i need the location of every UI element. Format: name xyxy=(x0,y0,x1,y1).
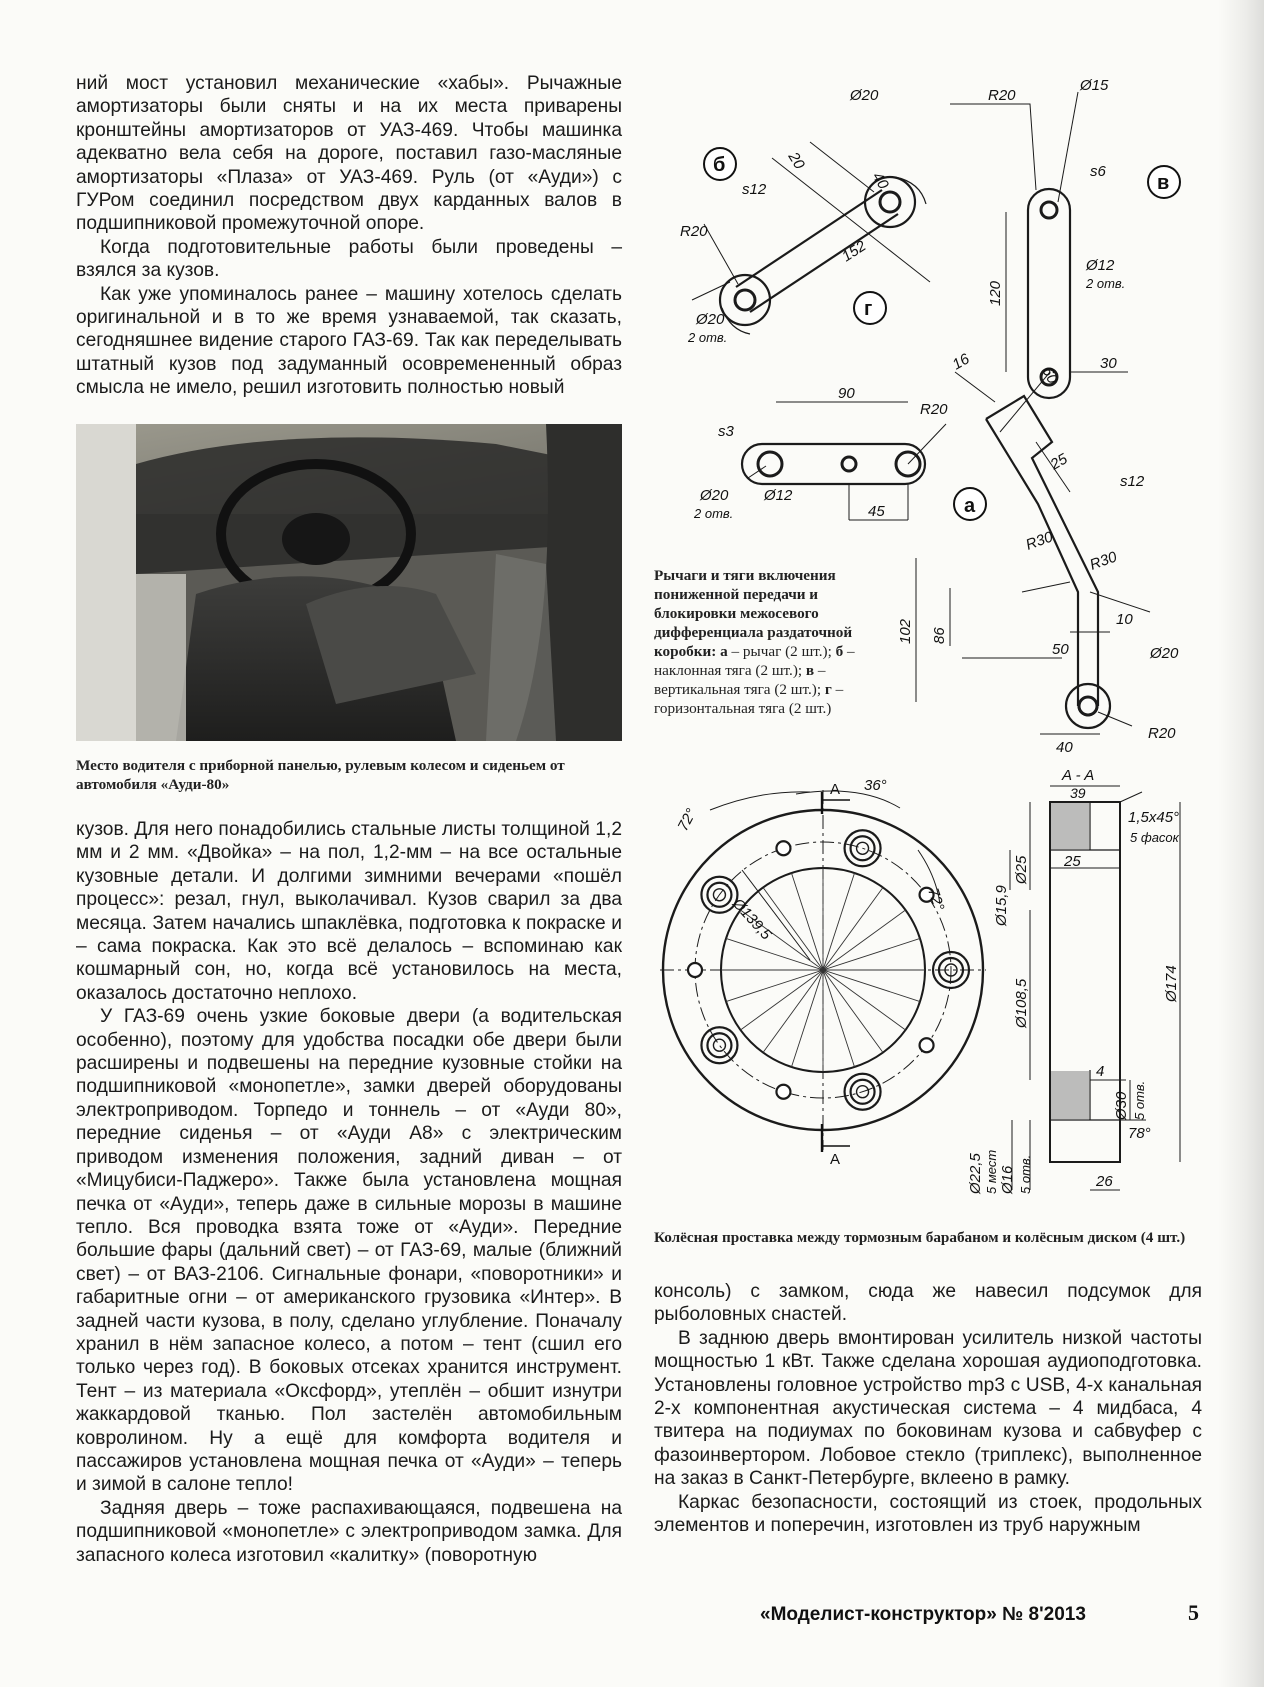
angle-72b: 72° xyxy=(924,885,948,913)
caption-part-key: в xyxy=(805,662,815,679)
dim-b-s12: s12 xyxy=(742,181,767,198)
sec-dim-chamfer: 1,5x45° xyxy=(1128,809,1180,826)
dim-a-50: 50 xyxy=(1052,641,1069,658)
sec-dim-5otv-a: 5 отв. xyxy=(1132,1080,1147,1120)
section-title: A - A xyxy=(1062,767,1095,784)
dim-a-102: 102 xyxy=(897,618,914,644)
dim-a-86: 86 xyxy=(931,627,948,644)
dim-v-d12: Ø12 xyxy=(1086,257,1115,274)
dim-g-45: 45 xyxy=(868,503,885,520)
sec-dim-5mest: 5 мест xyxy=(984,1149,999,1194)
dim-b-152: 152 xyxy=(838,237,870,266)
text-column-2-bottom xyxy=(654,1280,1202,1537)
dim-a-r30-2: R30 xyxy=(1087,548,1120,574)
spacer-caption: Колёсная проставка между тормозным барабаном и колёсным диском (4 шт.) xyxy=(654,1229,1186,1246)
caption-part-key: а xyxy=(720,643,728,660)
sec-dim-39: 39 xyxy=(1070,785,1086,801)
dim-g-d20: Ø20 xyxy=(700,487,729,504)
paragraph: У ГАЗ-69 очень узкие боковые двери (а водительская особенно), поэтому для удобства посадки обе двери были расширены и подвешены на передние кузовные стойки на подшипниковой «монопетле», замки дверей оборудованы электроприводом. Торпедо и тоннель – от «Ауди 80», передние сиденья – от «Ауди А8» с электрическим приводом изменения положения, задний диван – от «Мицубиси-Паджеро». Также была установлена мощная печка от «Ауди», теперь даже в сильные морозы в машине тепло. Вся проводка взята тоже от «Ауди». Передние большие фары (дальний свет) – от ГАЗ-69, малые (ближний свет) – от ВАЗ-2106. Сигнальные фонари, «поворотники» и габаритные огни – от американского грузовика «Интер». В задней части кузова, в полу, сделано углубление. Поначалу хранил в нём запасное колесо, а потом – тент (сшил его только через год). В боковых отсеках хранится инструмент. Тент – из материала «Оксфорд», утеплён – обшит изнутри жаккардовой тканью. Пол застелён автомобильным ковролином. Ну а ещё для комфорта водителя и пассажиров установлена мощная печка от «Ауди» – теперь и зимой в салоне тепло! xyxy=(76,1006,622,1496)
section-marker-top: A xyxy=(830,781,841,798)
label-part-b: б xyxy=(713,154,726,176)
levers-caption xyxy=(654,566,896,718)
paragraph: Каркас безопасности, состоящий из стоек, продольных элементов и поперечин, изготовлен из труб наружным xyxy=(654,1491,1202,1537)
paragraph: Задняя дверь – тоже распахивающаяся, подвешена на подшипниковой «монопетле» с электроприводом замка. Для запасного колеса изготовил «калитку» (поворотную xyxy=(76,1497,622,1566)
sec-dim-26: 26 xyxy=(1096,1173,1113,1190)
caption-part-text: – наклонная тяга (2 шт.); xyxy=(654,643,855,679)
dim-b-20: 20 xyxy=(784,149,808,173)
dia-139: Ø139,5 xyxy=(729,895,775,944)
page-number: 5 xyxy=(1188,1600,1199,1625)
paragraph: Как уже упоминалось ранее – машину хотелось сделать оригинальной и в то же время узнаваемой, так сказать, сегодняшнее видение старого ГАЗ-69. Так как переделывать штатный кузов под задуманный осовремененный образ смысла не имело, решил изготовить полностью новый xyxy=(76,283,622,399)
dim-a-40: 40 xyxy=(1056,739,1073,756)
dim-a-25: 25 xyxy=(1047,450,1071,474)
sec-dim-4: 4 xyxy=(1096,1063,1105,1080)
sec-dim-5otv-b: 5 отв. xyxy=(1018,1154,1033,1194)
dim-b-2otv: 2 отв. xyxy=(688,330,728,345)
dim-g-d12: Ø12 xyxy=(764,487,793,504)
text-column-1-top xyxy=(76,72,622,400)
dim-a-s12: s12 xyxy=(1120,473,1145,490)
part-markers xyxy=(704,148,1180,520)
dim-v-s6: s6 xyxy=(1090,163,1106,180)
dim-v-r20: R20 xyxy=(988,87,1016,104)
label-part-g: г xyxy=(864,298,873,320)
dim-v-d15: Ø15 xyxy=(1080,77,1109,94)
dim-a-60: 60 xyxy=(1038,363,1062,387)
angle-72a: 72° xyxy=(674,805,701,834)
levers-caption-title: Рычаги и тяги включения пониженной передачи и блокировки межосевого дифференциала раздаточной коробки: xyxy=(654,567,853,660)
text-column-1-bottom xyxy=(76,818,622,1567)
paragraph: консоль) с замком, сюда же навесил подсумок для рыболовных снастей. xyxy=(654,1281,1202,1326)
dim-a-16: 16 xyxy=(949,350,973,374)
caption-part-key: б xyxy=(835,643,844,660)
spoke-lines xyxy=(721,868,925,1072)
label-part-v: в xyxy=(1157,172,1170,194)
dim-b-40: 40 xyxy=(868,169,892,193)
label-part-a: а xyxy=(964,495,976,517)
paragraph: кузов. Для него понадобились стальные листы толщиной 1,2 мм и 2 мм. «Двойка» – на пол, 1,2-мм – на все остальные кузовные детали. И долгими зимними вечерами «пошёл процесс»: резал, гнул, выколачивал. Кузов сварил за два месяца. Затем начались шпаклёвка, подготовка к покраске и – сама покраска. Как это всё делалось – вспоминаю как кошмарный сон, но, когда всё установилось на места, оказалось достаточно неплохо. xyxy=(76,819,622,1004)
sec-dim-78: 78° xyxy=(1128,1125,1151,1142)
dim-b-d20-top: Ø20 xyxy=(850,87,879,104)
spacer-drawing xyxy=(650,767,1210,1220)
dim-a-r20: R20 xyxy=(1148,725,1176,742)
small-hole xyxy=(776,1085,790,1099)
photo-driver-seat xyxy=(76,424,622,741)
journal-footer: «Моделист-конструктор» № 8'2013 xyxy=(760,1604,1086,1625)
dim-v-30: 30 xyxy=(1100,355,1117,372)
dim-a-r30-1: R30 xyxy=(1023,528,1056,554)
caption-part-text: – горизонтальная тяга (2 шт.) xyxy=(654,681,844,717)
sec-dim-d174: Ø174 xyxy=(1163,965,1180,1002)
sec-dim-5fasok: 5 фасок xyxy=(1130,830,1179,845)
sec-dim-d16: Ø16 xyxy=(999,1165,1016,1194)
page-edge-shadow xyxy=(1218,0,1264,1687)
angle-36: 36° xyxy=(864,777,887,794)
sec-dim-d1085: Ø108,5 xyxy=(1013,978,1030,1028)
photo-caption: Место водителя с приборной панелью, рулевым колесом и сиденьем от автомобиля «Ауди-80» xyxy=(76,757,565,793)
caption-part-text: – рычаг (2 шт.); xyxy=(727,643,836,660)
dim-a-d20: Ø20 xyxy=(1150,645,1179,662)
small-hole xyxy=(776,841,790,855)
photo-illustration xyxy=(76,424,622,741)
section-marker-bottom: A xyxy=(830,1151,841,1168)
sec-dim-25: 25 xyxy=(1064,853,1081,870)
sec-dim-d225: Ø22,5 xyxy=(967,1153,984,1194)
dim-v-120: 120 xyxy=(987,280,1004,306)
bolt-hole xyxy=(701,1027,737,1063)
paragraph: ний мост установил механические «хабы». Рычажные амортизаторы были сняты и на их места приварены кронштейны амортизаторов от УАЗ-469. Чтобы машинка адекватно вела себя на дороге, поставил газо-масляные амортизаторы «Плаза» от УАЗ-469. Руль (от «Ауди») с ГУРом соединил посредством двух карданных валов в подшипниковой промежуточной опоре. xyxy=(76,73,622,235)
dim-g-2otv: 2 отв. xyxy=(694,506,734,521)
caption-part-text: – вертикальная тяга (2 шт.); xyxy=(654,662,826,698)
small-hole xyxy=(920,1038,934,1052)
paragraph: Когда подготовительные работы были проведены – взялся за кузов. xyxy=(76,236,622,282)
dim-g-90: 90 xyxy=(838,385,855,402)
sec-dim-d25: Ø25 xyxy=(1013,855,1030,884)
caption-part-key: г xyxy=(824,681,832,698)
dim-g-r20: R20 xyxy=(920,401,948,418)
sec-dim-d159: Ø15,9 xyxy=(993,885,1010,926)
sec-dim-d30: Ø30 xyxy=(1113,1091,1130,1120)
paragraph: В заднюю дверь вмонтирован усилитель низкой частоты мощностью 1 кВт. Также сделана хорошая аудиоподготовка. Установлены головное устройство mp3 с USB, 4-х канальная 2-х компонентная акустическая система – 4 мидбаса, 4 твитера на подиумах по боковинам кузова и сабвуфер с фазоинвертором. Лобовое стекло (триплекс), выполненное на заказ в Санкт-Петербурге, вклеено в рамку. xyxy=(654,1327,1202,1490)
dim-g-s3: s3 xyxy=(718,423,734,440)
small-hole xyxy=(688,963,702,977)
dim-v-2otv: 2 отв. xyxy=(1086,276,1126,291)
dim-a-10: 10 xyxy=(1116,611,1133,628)
dim-b-d20-2: Ø20 xyxy=(696,311,725,328)
dim-b-r20: R20 xyxy=(680,223,708,240)
